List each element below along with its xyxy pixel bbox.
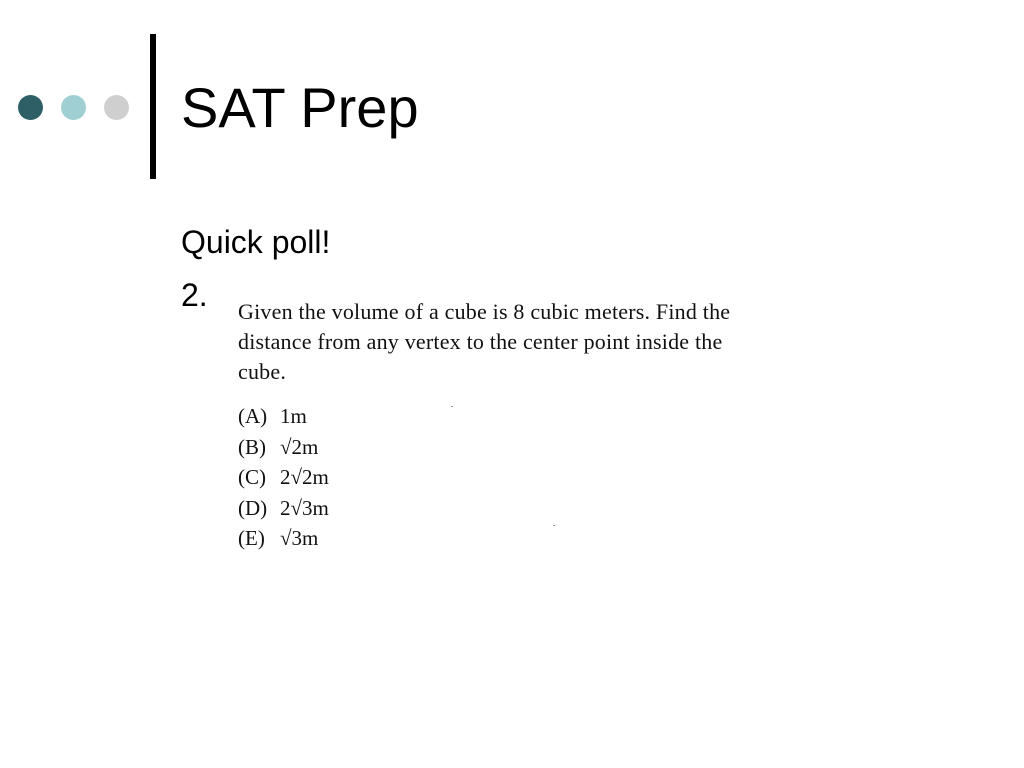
scan-speck (553, 525, 555, 526)
question-number: 2. (181, 277, 208, 313)
poll-heading: Quick poll! (181, 224, 331, 260)
answer-choice-e (238, 523, 778, 554)
choice-label: (C) (238, 465, 266, 489)
choice-label: (E) (238, 526, 265, 550)
decorative-dot-gray-icon (104, 95, 129, 120)
choice-label: (B) (238, 434, 266, 459)
choice-value: 2√3m (280, 495, 329, 520)
choice-value: √2m (280, 434, 319, 459)
answer-choice-b (238, 432, 778, 463)
problem-image (238, 297, 778, 570)
answer-choice-a (238, 401, 778, 432)
scan-speck (451, 406, 453, 407)
choice-label: (D) (238, 495, 268, 520)
answer-choice-c (238, 462, 778, 493)
choice-label: (A) (238, 404, 268, 428)
decorative-dot-light-icon (61, 95, 86, 120)
answer-choice-d (238, 493, 778, 524)
choice-value: 2√2m (280, 465, 329, 489)
choice-value: 1m (280, 404, 307, 428)
problem-statement: Given the volume of a cube is 8 cubic meters. Find the distance from any vertex to the center point inside the cube. (238, 299, 731, 384)
choice-value: √3m (280, 526, 319, 550)
answer-choices (238, 401, 778, 554)
title-divider (150, 34, 156, 179)
decorative-dot-dark-icon (18, 95, 43, 120)
slide-title: SAT Prep (181, 76, 419, 139)
